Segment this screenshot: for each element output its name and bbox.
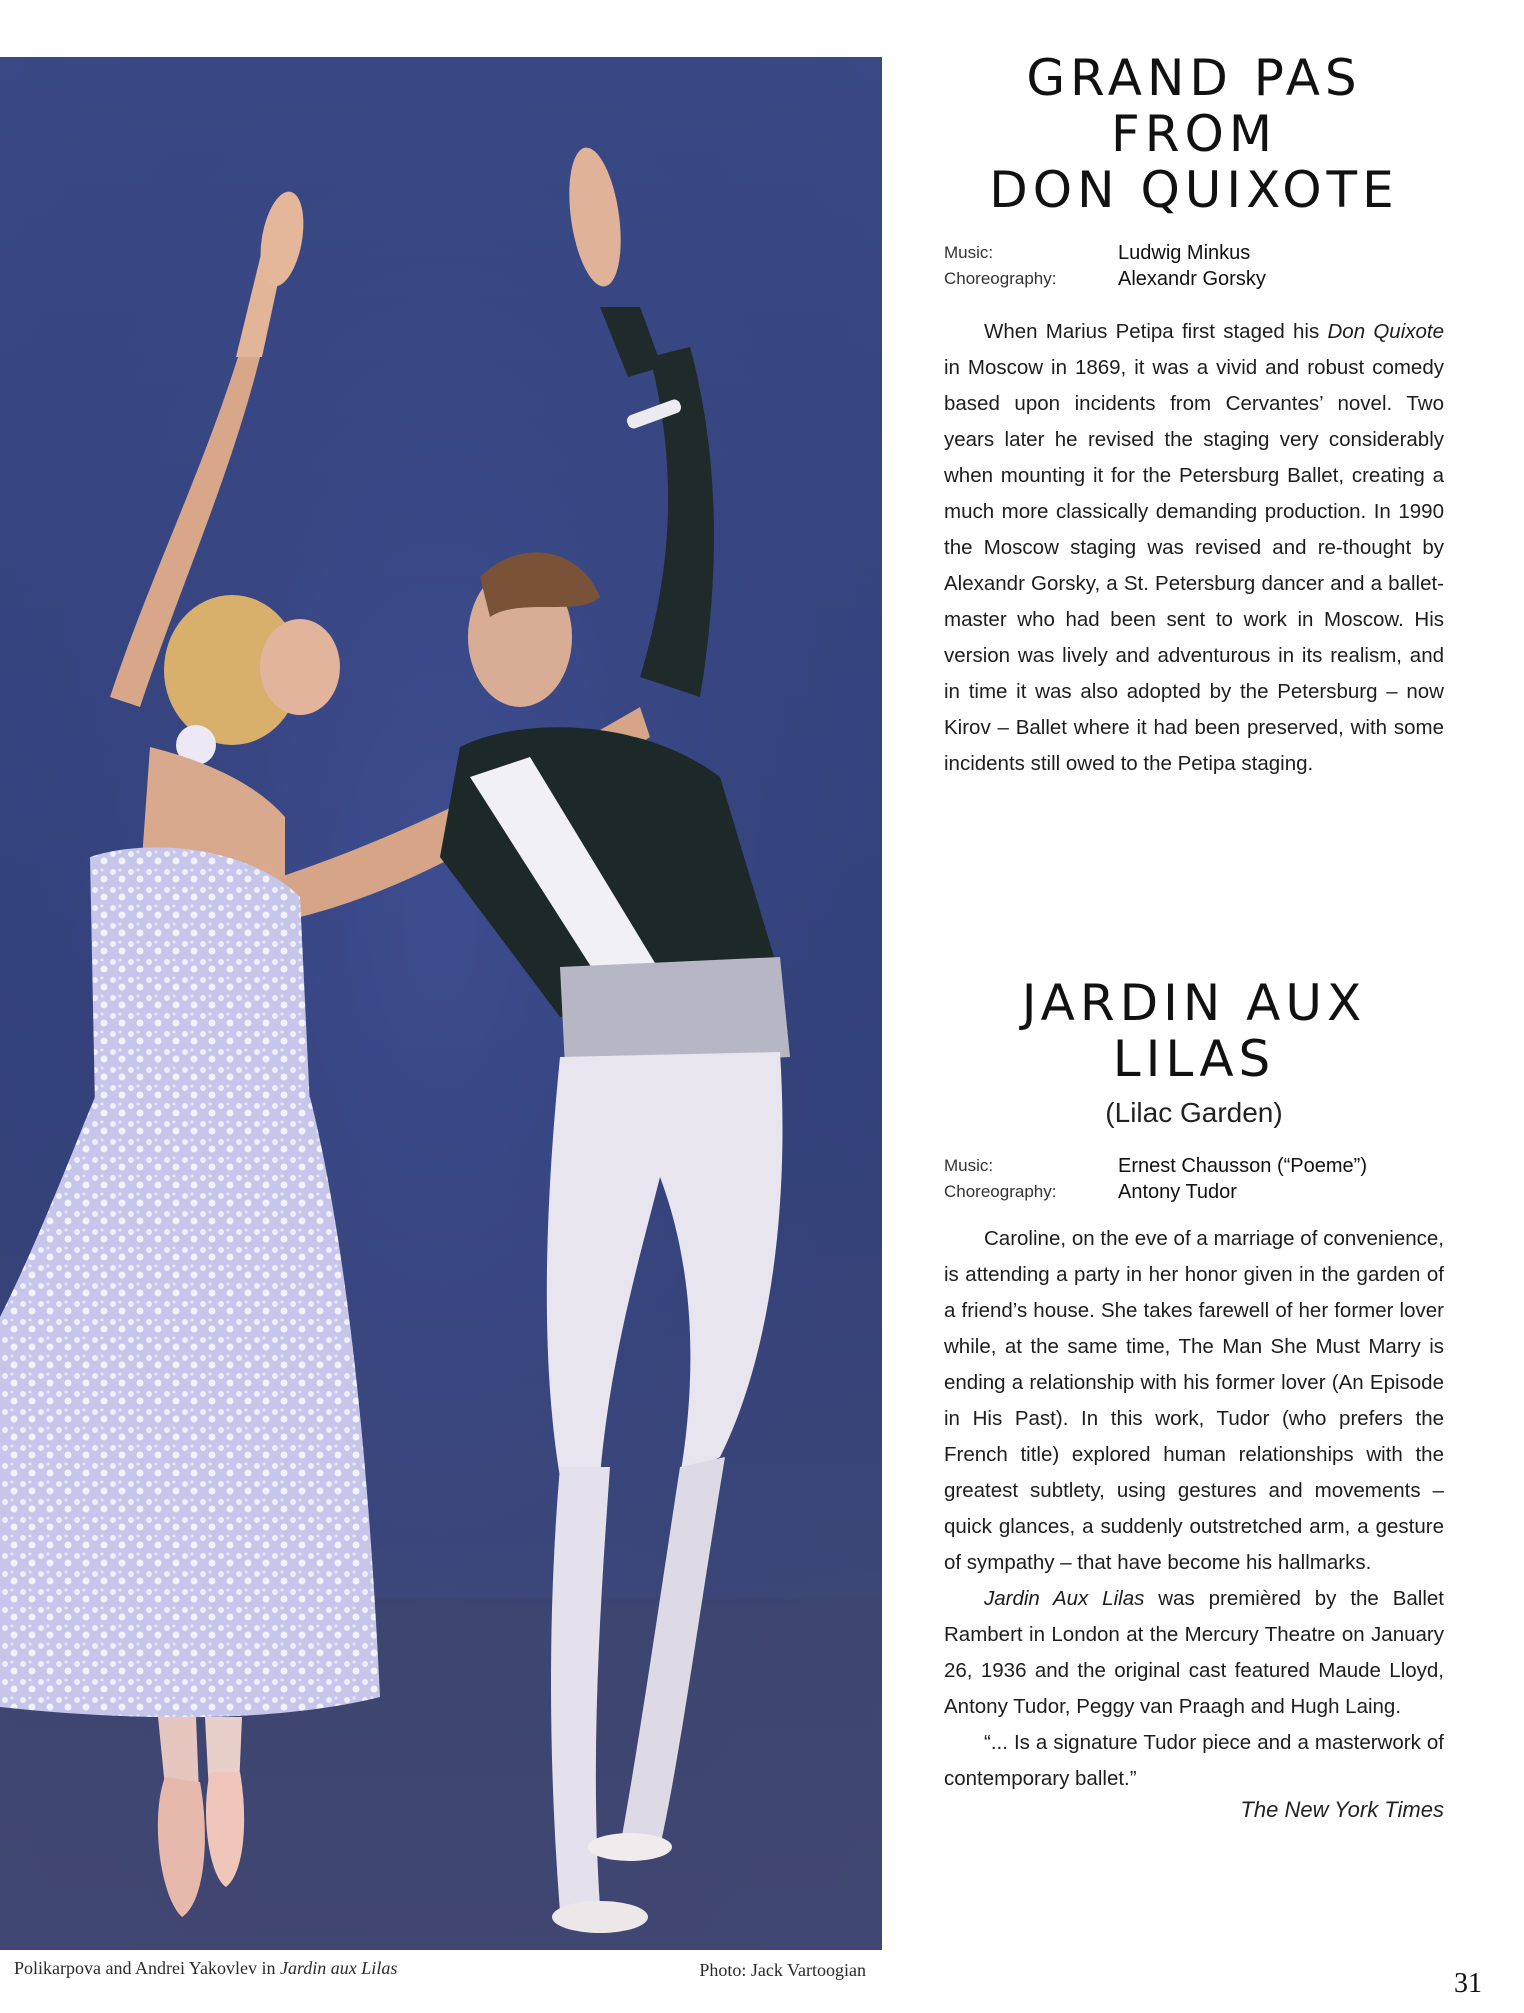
caption-work: Jardin aux Lilas — [279, 1958, 398, 1978]
section2-credits — [944, 1153, 1444, 1205]
choreography-label: Choreography: — [944, 1182, 1057, 1201]
photo-caption-credit — [14, 1958, 397, 1979]
ballet-photo — [0, 57, 882, 1950]
section2-subtitle: (Lilac Garden) — [1105, 1097, 1283, 1128]
section1-body — [944, 314, 1444, 782]
section2-work-title: Jardin Aux Lilas — [984, 1587, 1145, 1610]
photo-caption — [0, 1958, 882, 1988]
section1-work-title: Don Quixote — [1327, 320, 1445, 343]
choreography-label: Choreography: — [944, 269, 1057, 288]
section1-paragraph-rest: in Moscow in 1869, it was a vivid and robust comedy based upon incidents from Cervantes’ novel. Two years later he revised the staging very considerably when mounting it for the Petersburg Ballet, creating a much more classically demanding production. In 1990 the Moscow staging was revised and re-thought by Alexandr Gorsky, a St. Petersburg dancer and a ballet-master who had been sent to work in Moscow. His version was lively and adventurous in its realism, and in time it was also adopted by the Petersburg – now Kirov – Ballet where it had been preserved, with some incidents still owed to the Petipa staging. — [944, 356, 1444, 775]
ballet-photo-illustration — [0, 57, 882, 1950]
section-jardin-aux-lilas — [944, 975, 1444, 1823]
choreography-value: Antony Tudor — [1118, 1181, 1237, 1203]
section2-title-line: LILAS — [1112, 1030, 1276, 1088]
section2-paragraph-2-rest: was premièred by the Ballet Rambert in London at the Mercury Theatre on January 26, 1936 and the original cast featured Maude Lloyd, Antony Tudor, Peggy van Praagh and Hugh Laing. — [944, 1587, 1444, 1718]
quote-source: The New York Times — [1240, 1797, 1444, 1822]
section1-title-line: DON QUIXOTE — [989, 161, 1399, 219]
press-quote: “... Is a signature Tudor piece and a masterwork of contemporary ballet.” — [944, 1731, 1444, 1790]
section2-paragraph-2 — [944, 1581, 1444, 1725]
caption-dancers: Polikarpova and Andrei Yakovlev in — [14, 1958, 276, 1978]
section2-title — [944, 975, 1444, 1087]
section2-body — [944, 1221, 1444, 1797]
page-number: 31 — [1454, 1968, 1482, 1999]
section2-paragraph-1: Caroline, on the eve of a marriage of convenience, is attending a party in her honor given in the garden of a friend’s house. She takes farewell of her former lover while, at the same time, The Man She Must Marry is ending a relationship with his former lover (An Episode in His Past). In this work, Tudor (who prefers the French title) explored human relationships with the greatest subtlety, using gestures and movements – quick glances, a suddenly outstretched arm, a gesture of sympathy – that have become his hallmarks. — [944, 1227, 1444, 1574]
music-label: Music: — [944, 1156, 994, 1175]
music-value: Ludwig Minkus — [1118, 242, 1251, 264]
section2-title-line: JARDIN AUX — [1021, 974, 1367, 1032]
photo-credit: Photo: Jack Vartoogian — [699, 1960, 866, 1980]
section1-title-line: GRAND PAS — [1026, 49, 1362, 107]
section-don-quixote — [944, 50, 1444, 782]
music-value: Ernest Chausson (“Poeme”) — [1118, 1155, 1367, 1177]
section1-credits — [944, 240, 1444, 292]
section1-title-line: FROM — [1111, 105, 1277, 163]
section1-title — [944, 50, 1444, 218]
section1-paragraph — [944, 314, 1444, 782]
choreography-value: Alexandr Gorsky — [1118, 268, 1266, 290]
music-label: Music: — [944, 243, 994, 262]
section1-paragraph-start: When Marius Petipa first staged his — [984, 320, 1320, 343]
